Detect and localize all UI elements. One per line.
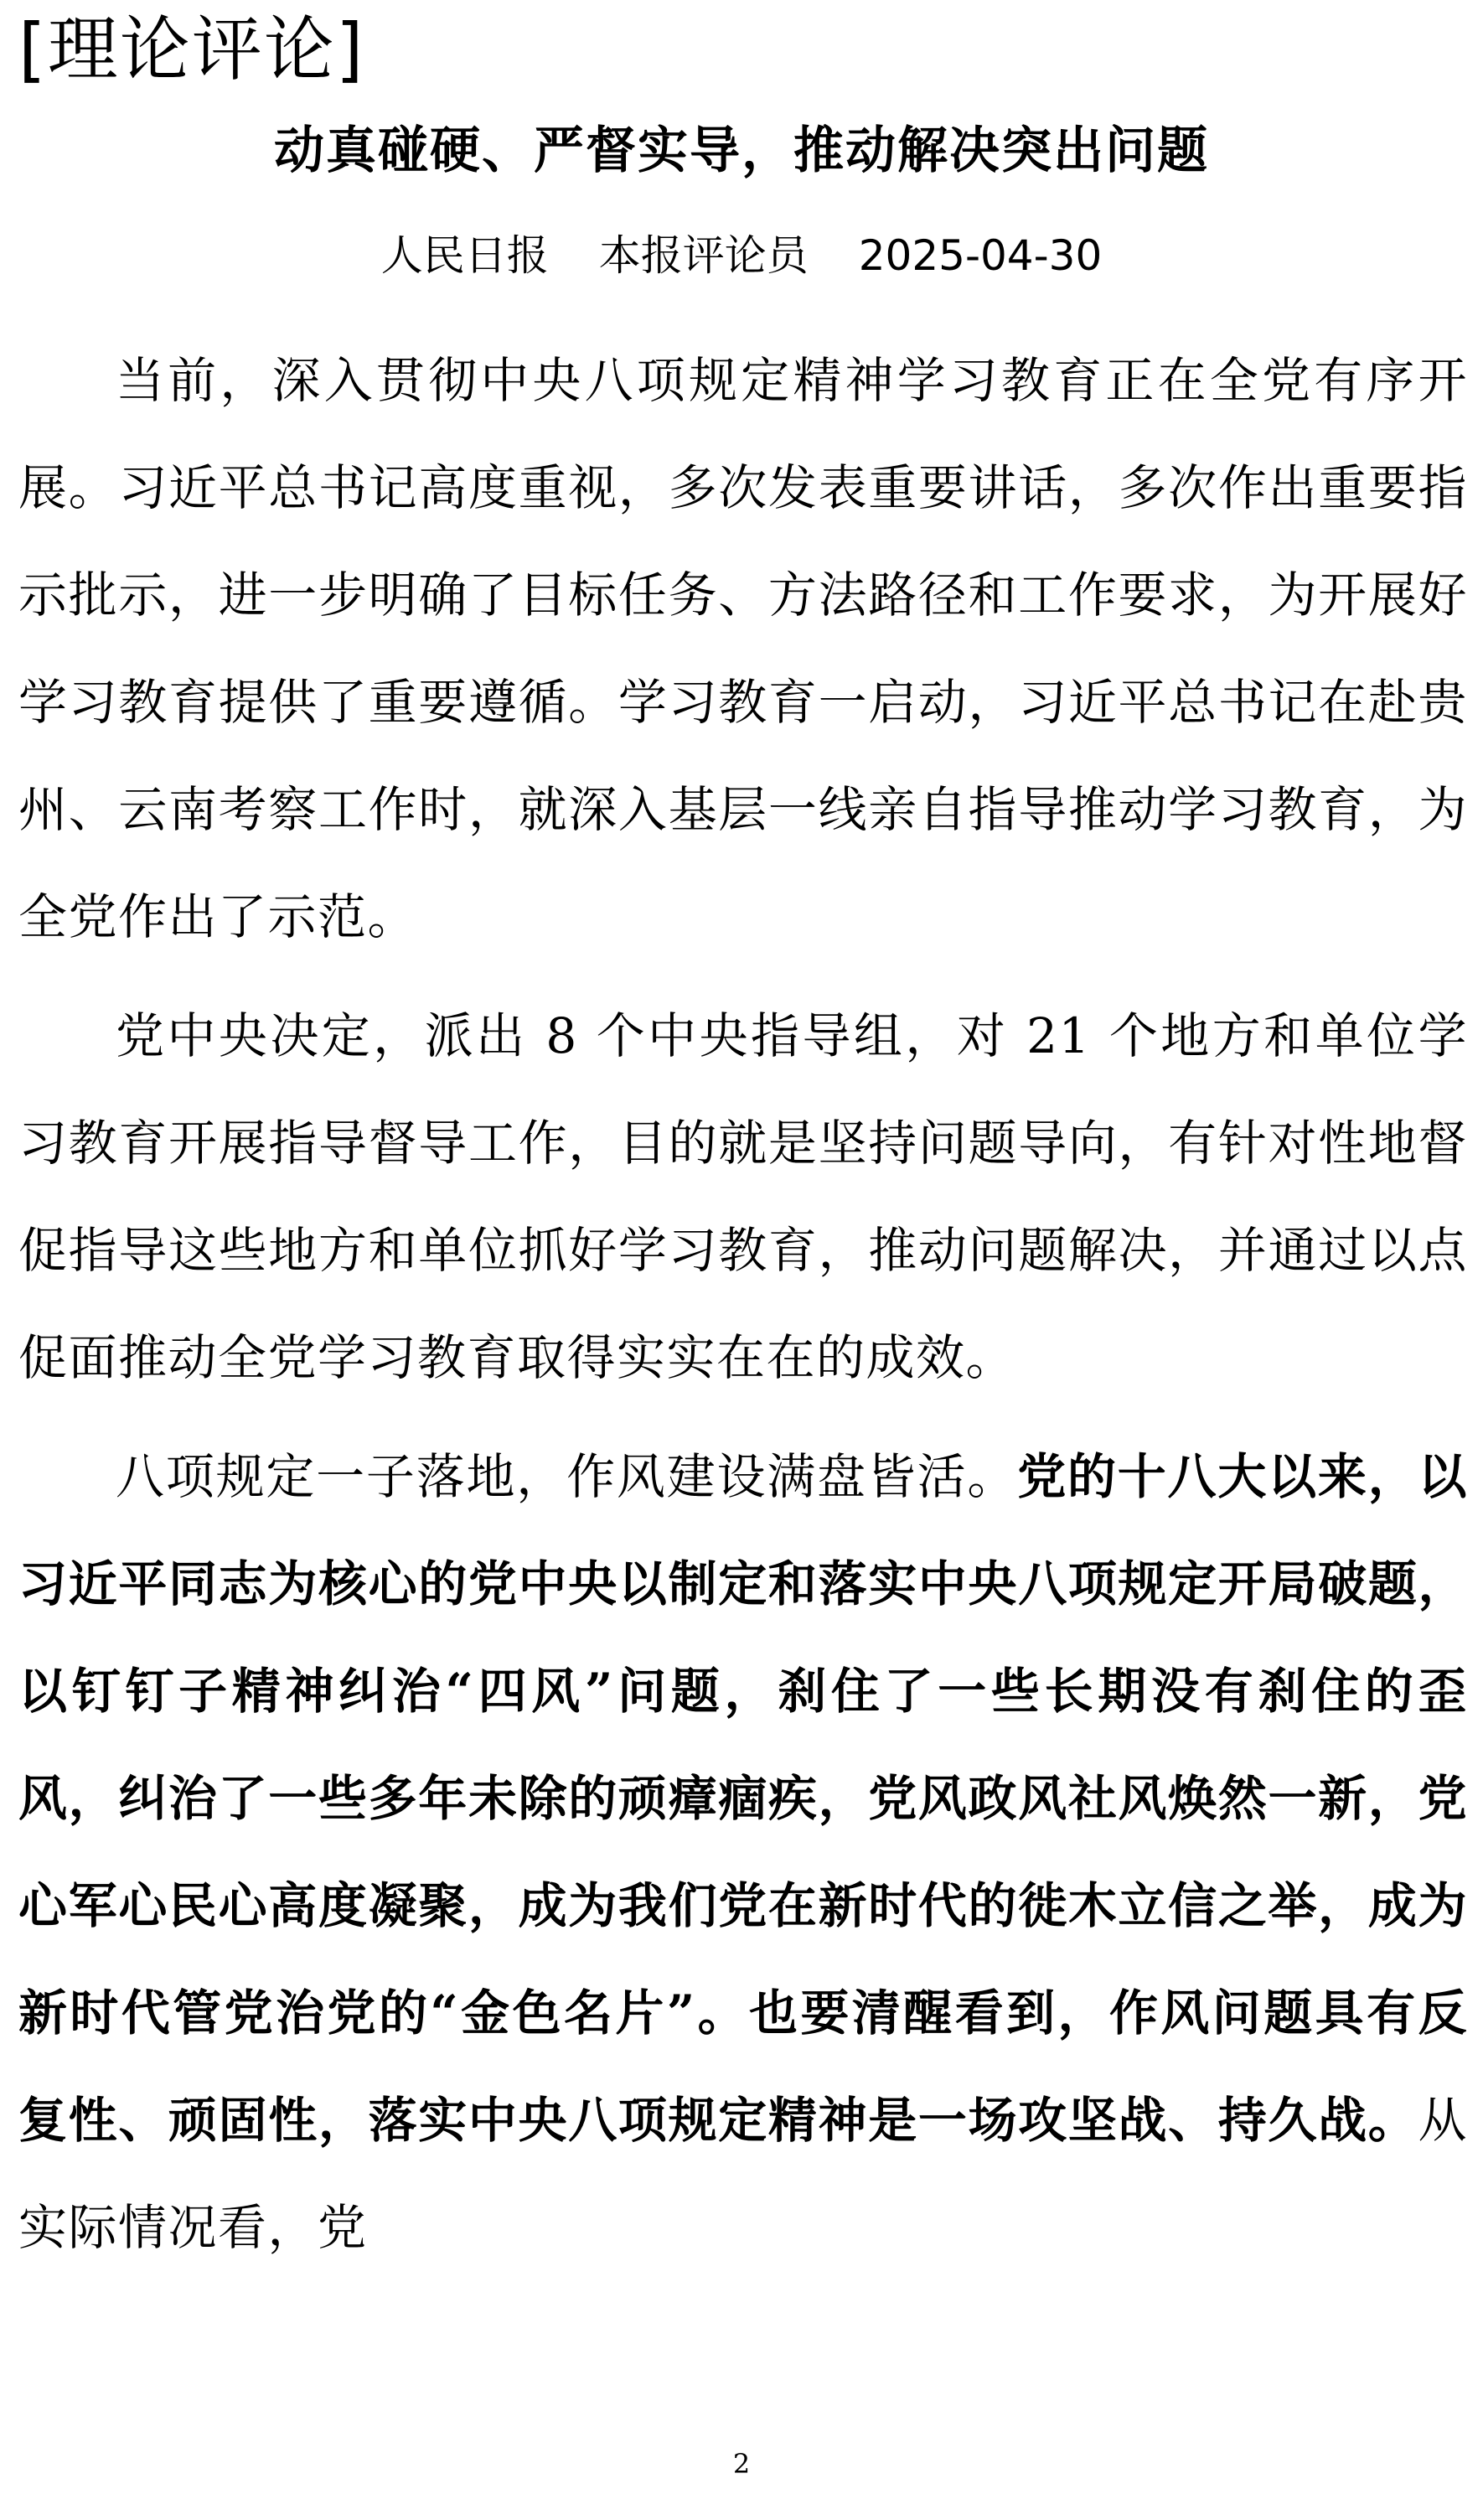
paragraph-run-bold: 党的十八大以来，以习近平同志为核心的党中央以制定和落实中央八项规定开局破题，以钉钉子精神纠治“四风”问题，刹住了一些长期没有刹住的歪风，纠治了一些多年未除的顽瘴痼疾，党风政风社风焕然一新，党心军心民心高度凝聚，成为我们党在新时代的徙木立信之举，成为新时代管党治党的“金色名片”。也要清醒看到，作风问题具有反复性、顽固性，落实中央八项规定精神是一场攻坚战、持久战。 <box>18 1448 1468 2149</box>
article-title: 动真碰硬、严督实导，推动解决突出问题 <box>274 122 1209 180</box>
publication-name: 人民日报 <box>380 231 549 280</box>
page-number: 2 <box>732 2448 751 2480</box>
section-label: [理论评论] <box>18 8 365 91</box>
paragraph-run: 八项规定一子落地，作风建设满盘皆活。 <box>116 1448 1018 1505</box>
byline <box>0 226 1483 285</box>
article-body <box>18 327 1468 2293</box>
publish-date: 2025-04-30 <box>858 231 1103 280</box>
author-name: 本报评论员 <box>598 231 809 280</box>
paragraph-run: 当前，深入贯彻中央八项规定精神学习教育正在全党有序开展。习近平总书记高度重视，多次发表重要讲话，多次作出重要指示批示，进一步明确了目标任务、方法路径和工作要求，为开展好学习教育提供了重要遵循。学习教育一启动，习近平总书记在赴贵州、云南考察工作时，就深入基层一线亲自指导推动学习教育，为全党作出了示范。 <box>18 352 1468 945</box>
paragraph-1 <box>18 327 1468 970</box>
paragraph-run: 从实际情况看，党 <box>18 2092 1468 2256</box>
paragraph-run: 党中央决定，派出 8 个中央指导组，对 21 个地方和单位学习教育开展指导督导工作，目的就是坚持问题导向，有针对性地督促指导这些地方和单位抓好学习教育，推动问题解决，并通过以点促面推动全党学习教育取得实实在在的成效。 <box>18 1007 1468 1386</box>
paragraph-2 <box>18 982 1468 1411</box>
paragraph-3 <box>18 1423 1468 2281</box>
